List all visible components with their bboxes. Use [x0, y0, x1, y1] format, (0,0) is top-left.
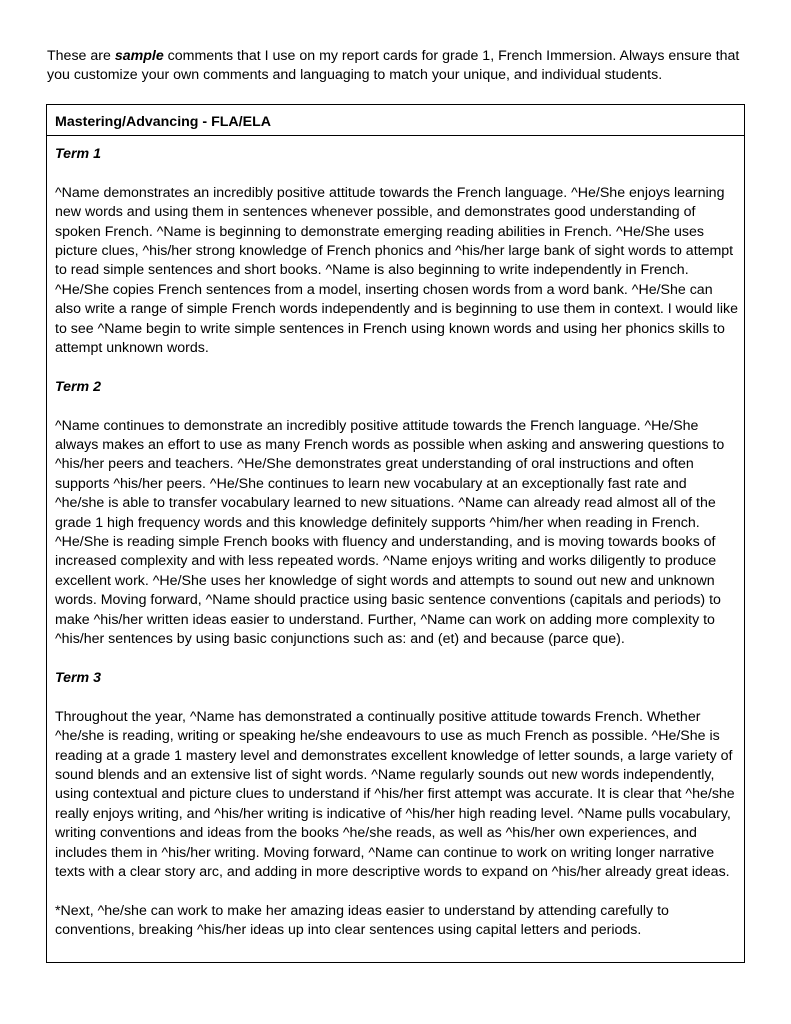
- intro-paragraph: [47, 47, 752, 86]
- comments-table: [46, 104, 745, 963]
- intro-before: These are: [47, 48, 115, 64]
- term-2-label: Term 2: [55, 378, 101, 395]
- term-3-label: Term 3: [55, 669, 101, 686]
- intro-after: comments that I use on my report cards for grade 1, French Immersion. Always ensure that you customize your own comments and languaging to match your unique, and individual students.: [47, 48, 740, 84]
- term-1-label: Term 1: [55, 146, 101, 162]
- section-title: Mastering/Advancing - FLA/ELA: [47, 105, 744, 136]
- intro-emphasis: sample: [114, 48, 164, 64]
- section-body: [47, 136, 744, 941]
- term-1-comment: ^Name demonstrates an incredibly positive attitude towards the French language. ^He/She enjoys learning new words and using them in sentences whenever possible, and demonstrates good understanding of spoken French. ^Name is beginning to demonstrate emerging reading abilities in French. ^He/She uses picture clues, ^his/her strong knowledge of French phonics and ^his/her large bank of sight words to attempt to read simple sentences and short books. ^Name is also beginning to write independently in French. ^He/She copies French sentences from a model, inserting chosen words from a word bank. ^He/She can also write a range of simple French words independently and is beginning to use them in context. I would like to see ^Name begin to write simple sentences in French using known words and using her phonics skills to attempt unknown words.: [55, 184, 738, 357]
- term-3-comment: Throughout the year, ^Name has demonstrated a continually positive attitude towards French. Whether ^he/she is reading, writing or speaking he/she endeavours to use as much French as possible. ^He/She is reading at a grade 1 mastery level and demonstrates excellent knowledge of letter sounds, a large variety of sound blends and an extensive list of sight words. ^Name regularly sounds out new words independently, using contextual and picture clues to understand if ^his/her first attempt was accurate. It is clear that ^he/she really enjoys writing, and ^his/her writing is indicative of ^his/her high reading level. ^Name pulls vocabulary, writing conventions and ideas from the books ^he/she reads, as well as ^his/her own experiences, and includes them in ^his/her writing. Moving forward, ^Name can continue to work on writing longer narrative texts with a clear story arc, and adding in more descriptive words to expand on ^his/her already great ideas.: [55, 708, 735, 880]
- term-3-next-steps: *Next, ^he/she can work to make her amazing ideas easier to understand by attending carefully to conventions, breaking ^his/her ideas up into clear sentences using capital letters and periods.: [55, 902, 669, 939]
- term-2-comment: ^Name continues to demonstrate an incredibly positive attitude towards the French language. ^He/She always makes an effort to use as many French words as possible when asking and answering questions to ^his/her peers and teachers. ^He/She demonstrates great understanding of oral instructions and often supports ^his/her peers. ^He/She continues to learn new vocabulary at an exceptionally fast rate and ^he/she is able to transfer vocabulary learned to new situations. ^Name can already read almost all of the grade 1 high frequency words and this knowledge definitely supports ^him/her when reading in French. ^He/She is reading simple French books with fluency and understanding, and is moving towards books of increased complexity and with less repeated words. ^Name enjoys writing and works diligently to produce excellent work. ^He/She uses her knowledge of sight words and attempts to sound out new and unknown words. Moving forward, ^Name should practice using basic sentence conventions (capitals and periods) to make ^his/her written ideas easier to understand. Further, ^Name can work on adding more complexity to ^his/her sentences by using basic conjunctions such as: and (et) and because (parce que).: [55, 417, 725, 648]
